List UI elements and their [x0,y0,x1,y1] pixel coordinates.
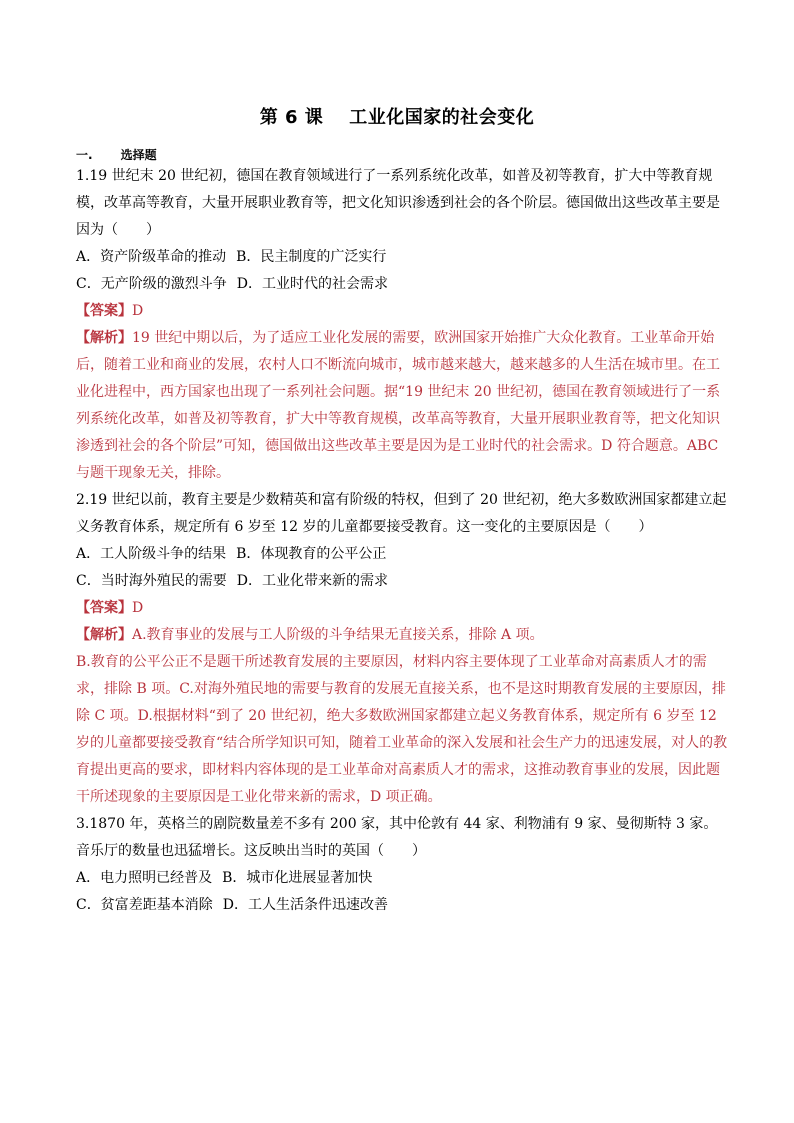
question-stem: 1.19 世纪末 20 世纪初，德国在教育领域进行了一系列系统化改革，如普及初等教育，扩大中等教育规模，改革高等教育，大量开展职业教育等，把文化知识渗透到社会的各个阶层。德国做出这些改革主要是因为（ ） [76,168,720,238]
answer-line [76,298,728,325]
question-stem: 2.19 世纪以前，教育主要是少数精英和富有阶级的特权，但到了 20 世纪初，绝大多数欧洲国家都建立起义务教育体系，规定所有 6 岁至 12 岁的儿童都要接受教育。这一变化的主要原因是（ ） [76,492,727,535]
analysis-paragraph [76,622,728,649]
option-d: D．工人生活条件迅速改善 [222,897,388,913]
option-a: A．工人阶级斗争的结果 [76,546,227,562]
option-c: C．贫富差距基本消除 [76,897,213,913]
answer-value: D [132,303,144,319]
analysis-tag: 【解析】 [76,627,132,643]
section-number: 一. [76,148,93,162]
option-b: B．城市化进展显著加快 [222,870,373,886]
analysis-tag: 【解析】 [76,330,132,346]
analysis-text: A.教育事业的发展与工人阶级的斗争结果无直接关系，排除 A 项。 [132,627,544,643]
option-c: C．当时海外殖民的需要 [76,573,227,589]
section-heading [76,146,157,163]
option-row [76,892,728,919]
question-list [76,163,728,919]
option-row [76,865,728,892]
option-d: D．工业时代的社会需求 [236,276,388,292]
answer-tag: 【答案】 [76,303,132,319]
analysis-paragraph [76,325,728,487]
question-stem: 3.1870 年，英格兰的剧院数量差不多有 200 家，其中伦敦有 44 家、利物浦有 9 家、曼彻斯特 3 家。音乐厅的数量也迅猛增长。这反映出当时的英国（ ） [76,816,718,859]
option-row [76,568,728,595]
option-row [76,271,728,298]
answer-value: D [132,600,144,616]
section-label: 选择题 [120,148,157,162]
option-row [76,244,728,271]
analysis-paragraph: B.教育的公平公正不是题干所述教育发展的主要原因，材料内容主要体现了工业革命对高素质人才的需求，排除 B 项。C.对海外殖民地的需要与教育的发展无直接关系，也不是这时期教育发展的主要原因，排除 C 项。D.根据材料“到了 20 世纪初，绝大多数欧洲国家都建立起义务教育体系，规定所有 6 岁至 12 岁的儿童都要接受教育“结合所学知识可知，随着工业革命的深入发展和社会生产力的迅速发展，对人的教育提出更高的要求，即材料内容体现的是工业革命对高素质人才的需求，这推动教育事业的发展，因此题干所述现象的主要原因是工业化带来新的需求，D 项正确。 [76,654,728,805]
answer-line [76,595,728,622]
lesson-number: 第 6 课 [259,107,324,128]
page-title [0,103,794,129]
option-c: C．无产阶级的激烈斗争 [76,276,227,292]
lesson-name: 工业化国家的社会变化 [349,107,535,128]
option-row [76,541,728,568]
option-d: D．工业化带来新的需求 [236,573,388,589]
answer-tag: 【答案】 [76,600,132,616]
option-b: B．体现教育的公平公正 [236,546,387,562]
analysis-text: 19 世纪中期以后，为了适应工业化发展的需要，欧洲国家开始推广大众化教育。工业革命开始后，随着工业和商业的发展，农村人口不断流向城市，城市越来越大，越来越多的人生活在城市里。在工业化进程中，西方国家也出现了一系列社会问题。据“19 世纪末 20 世纪初，德国在教育领域进行了一系列系统化改革，如普及初等教育，扩大中等教育规模，改革高等教育，大量开展职业教育等，把文化知识渗透到社会的各个阶层”可知，德国做出这些改革主要是因为是工业时代的社会需求。D 符合题意。ABC 与题干现象无关，排除。 [76,330,721,481]
option-a: A．资产阶级革命的推动 [76,249,227,265]
option-a: A．电力照明已经普及 [76,870,213,886]
option-b: B．民主制度的广泛实行 [236,249,387,265]
